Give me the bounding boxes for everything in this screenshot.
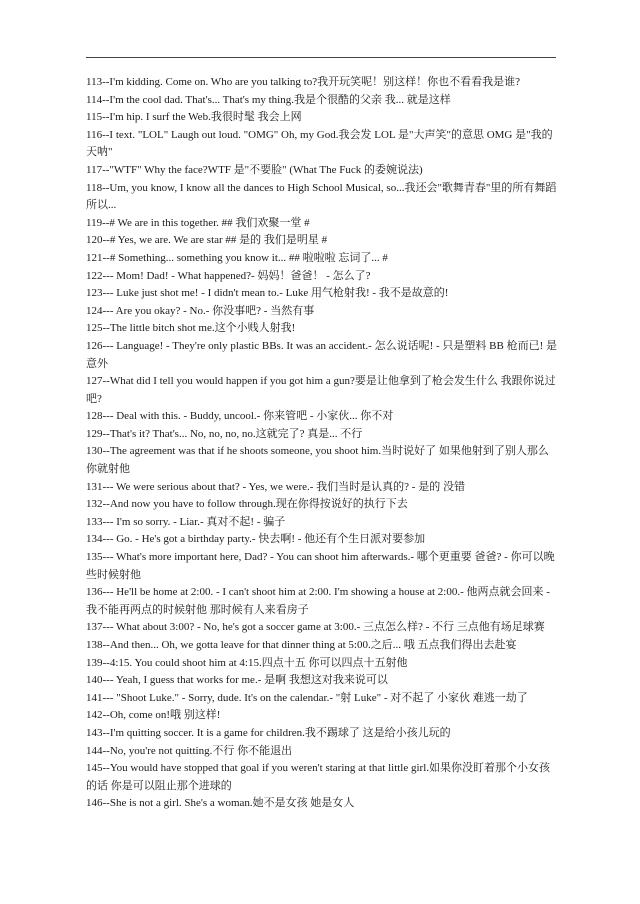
transcript-line: 145--You would have stopped that goal if you weren't staring at that little girl.如果你没盯着那个小女孩的话 你是可以阻止那个进球的 <box>86 762 551 792</box>
transcript-line: 126--- Language! - They're only plastic BBs. It was an accident.- 怎么说话呢! - 只是塑料 BB 枪而已! 是意外 <box>86 339 558 370</box>
transcript-line: 127--What did I tell you would happen if you got him a gun?要是让他拿到了枪会发生什么 我跟你说过吧? <box>86 375 556 405</box>
transcript-line: 123--- Luke just shot me! - I didn't mean to.- Luke 用气枪射我! - 我不是故意的! <box>86 287 449 300</box>
transcript-line: 144--No, you're not quitting.不行 你不能退出 <box>86 744 293 757</box>
transcript-line: 118--Um, you know, I know all the dances to High School Musical, so...我还会"歌舞青春"里的所有舞蹈 所以... <box>86 181 557 212</box>
transcript-line: 131--- We were serious about that? - Yes, we were.- 我们当时是认真的? - 是的 没错 <box>86 480 465 493</box>
transcript-line: 125--The little bitch shot me.这个小贱人射我! <box>86 322 296 335</box>
transcript-line: 129--That's it? That's... No, no, no, no.这就完了? 真是... 不行 <box>86 427 363 440</box>
transcript-line: 133--- I'm so sorry. - Liar.- 真对不起! - 骗子 <box>86 515 286 528</box>
transcript-line: 134--- Go. - He's got a birthday party.- 快去啊! - 他还有个生日派对要参加 <box>86 533 426 546</box>
transcript-line: 120--# Yes, we are. We are star ## 是的 我们是明星 # <box>86 234 328 247</box>
transcript-line: 135--- What's more important here, Dad? - You can shoot him afterwards.- 哪个更重要 爸爸? - 你可以晚些时候射他 <box>86 551 555 581</box>
transcript-line: 114--I'm the cool dad. That's... That's my thing.我是个很酷的父亲 我... 就是这样 <box>86 93 451 106</box>
transcript-line: 143--I'm quitting soccer. It is a game for children.我不踢球了 这是给小孩儿玩的 <box>86 726 451 739</box>
transcript-line: 119--# We are in this together. ## 我们欢聚一堂 # <box>86 216 310 229</box>
transcript-line: 128--- Deal with this. - Buddy, uncool.- 你来管吧 - 小家伙... 你不对 <box>86 410 394 423</box>
transcript-line: 122--- Mom! Dad! - What happened?- 妈妈！爸爸！ - 怎么了? <box>86 269 371 282</box>
transcript-line: 139--4:15. You could shoot him at 4:15.四点十五 你可以四点十五射他 <box>86 656 408 669</box>
transcript-line: 136--- He'll be home at 2:00. - I can't shoot him at 2:00. I'm showing a house at 2:00.- 他两点就会回来 - 我不能再两点的时候射他 那时候有人来看房子 <box>86 586 550 616</box>
transcript-line: 130--The agreement was that if he shoots someone, you shoot him.当时说好了 如果他射到了别人那么你就射他 <box>86 445 549 476</box>
transcript-line: 124--- Are you okay? - No.- 你没事吧? - 当然有事 <box>86 304 315 317</box>
transcript-line: 117--"WTF" Why the face?WTF 是"不要脸" (What The Fuck 的委婉说法) <box>86 163 423 176</box>
transcript-line: 137--- What about 3:00? - No, he's got a soccer game at 3:00.- 三点怎么样? - 不行 三点他有场足球赛 <box>86 621 545 634</box>
transcript-line: 146--She is not a girl. She's a woman.她不是女孩 她是女人 <box>86 797 355 810</box>
transcript-line: 115--I'm hip. I surf the Web.我很时髦 我会上网 <box>86 111 302 124</box>
transcript-line: 140--- Yeah, I guess that works for me.- 是啊 我想这对我来说可以 <box>86 674 388 687</box>
transcript-line: 142--Oh, come on!哦 别这样! <box>86 709 221 722</box>
transcript-line: 138--And then... Oh, we gotta leave for that dinner thing at 5:00.之后... 哦 五点我们得出去赴宴 <box>86 639 517 651</box>
transcript-line: 141--- "Shoot Luke." - Sorry, dude. It's on the calendar.- "射 Luke" - 对不起了 小家伙 难逃一劫了 <box>86 691 528 704</box>
transcript-line: 132--And now you have to follow through.现在你得按说好的执行下去 <box>86 498 408 511</box>
transcript-lines <box>86 74 558 813</box>
transcript-line: 113--I'm kidding. Come on. Who are you talking to?我开玩笑呢！别这样！你也不看看我是谁? <box>86 76 520 88</box>
transcript-line: 121--# Something... something you know it... ## 啦啦啦 忘词了... # <box>86 251 388 264</box>
transcript-line: 116--I text. "LOL" Laugh out loud. "OMG" Oh, my God.我会发 LOL 是"大声笑"的意思 OMG 是"我的天呐" <box>86 128 553 159</box>
header-rule <box>86 57 556 58</box>
